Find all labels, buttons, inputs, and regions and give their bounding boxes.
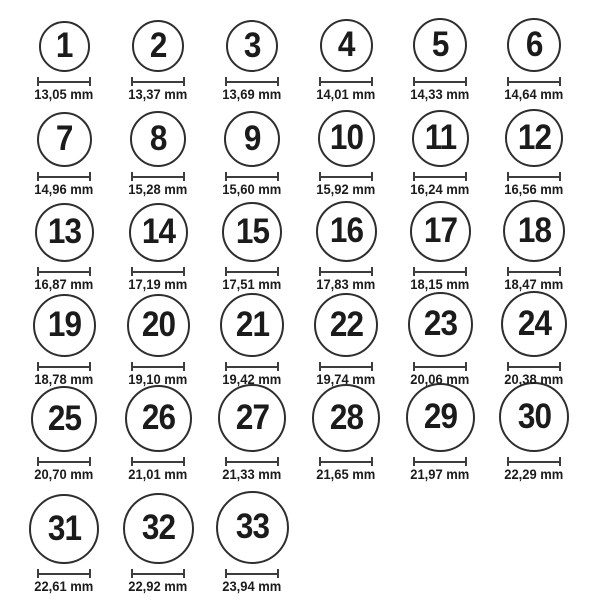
diameter-label: 20,06 mm <box>410 372 470 387</box>
ring-size-number: 19 <box>47 305 81 344</box>
dimension-tick-right-icon <box>371 77 373 86</box>
diameter-label: 18,15 mm <box>410 277 470 292</box>
diameter-label: 19,74 mm <box>316 372 376 387</box>
diameter-dimension-line <box>225 77 279 86</box>
ring-size-cell <box>393 388 487 483</box>
ring-size-number: 1 <box>55 26 73 65</box>
ring-circle <box>220 293 284 357</box>
diameter-dimension-line <box>413 457 467 466</box>
diameter-label: 21,97 mm <box>410 467 470 482</box>
ring-circle <box>35 203 94 262</box>
dimension-tick-right-icon <box>559 77 561 86</box>
ring-size-cell <box>393 103 487 198</box>
diameter-label: 13,69 mm <box>222 87 282 102</box>
ring-size-number: 17 <box>423 211 457 250</box>
dimension-tick-right-icon <box>89 77 91 86</box>
ring-size-number: 23 <box>423 304 457 343</box>
ring-circle <box>216 491 289 564</box>
diameter-label: 19,10 mm <box>128 372 188 387</box>
ring-size-number: 22 <box>329 304 363 344</box>
dimension-tick-right-icon <box>89 569 91 578</box>
ring-size-cell <box>393 8 487 103</box>
ring-size-cell <box>205 293 299 388</box>
ring-size-number: 14 <box>141 212 175 251</box>
dimension-tick-right-icon <box>89 362 91 371</box>
dimension-bar <box>37 461 91 463</box>
ring-size-cell <box>205 388 299 483</box>
dimension-bar <box>507 271 561 273</box>
diameter-dimension-line <box>413 172 467 181</box>
ring-circle <box>226 20 278 72</box>
ring-size-number: 29 <box>423 397 457 436</box>
diameter-dimension-line <box>37 77 91 86</box>
dimension-bar <box>37 573 91 575</box>
chart-row <box>17 483 600 595</box>
diameter-label: 17,19 mm <box>128 277 188 292</box>
dimension-tick-right-icon <box>277 267 279 276</box>
dimension-bar <box>413 366 467 368</box>
diameter-label: 14,33 mm <box>410 87 470 102</box>
diameter-label: 23,94 mm <box>222 579 282 594</box>
dimension-bar <box>131 461 185 463</box>
ring-circle <box>316 201 377 262</box>
ring-circle <box>505 109 563 167</box>
ring-size-number: 26 <box>141 398 175 437</box>
dimension-tick-right-icon <box>277 457 279 466</box>
ring-size-number: 2 <box>149 25 167 65</box>
dimension-tick-right-icon <box>277 77 279 86</box>
ring-size-cell <box>111 483 205 595</box>
dimension-bar <box>507 81 561 83</box>
diameter-dimension-line <box>131 457 185 466</box>
ring-circle <box>406 383 475 452</box>
ring-circle <box>412 110 469 167</box>
dimension-tick-right-icon <box>465 172 467 181</box>
ring-size-cell <box>17 483 111 595</box>
ring-circle <box>507 18 561 72</box>
diameter-dimension-line <box>225 569 279 578</box>
diameter-dimension-line <box>319 362 373 371</box>
dimension-bar <box>37 81 91 83</box>
diameter-label: 21,01 mm <box>128 467 188 482</box>
dimension-tick-right-icon <box>371 267 373 276</box>
dimension-bar <box>225 461 279 463</box>
ring-size-cell <box>487 103 581 198</box>
ring-size-cell <box>299 103 393 198</box>
dimension-tick-right-icon <box>183 267 185 276</box>
diameter-label: 14,96 mm <box>34 182 94 197</box>
diameter-dimension-line <box>507 267 561 276</box>
ring-size-number: 18 <box>517 210 551 250</box>
dimension-tick-right-icon <box>89 457 91 466</box>
ring-circle <box>222 202 282 262</box>
ring-size-cell <box>17 198 111 293</box>
ring-size-number: 27 <box>235 397 269 437</box>
diameter-label: 21,33 mm <box>222 467 282 482</box>
ring-size-cell <box>487 198 581 293</box>
ring-size-cell <box>487 293 581 388</box>
ring-circle <box>318 110 375 167</box>
ring-circle <box>408 292 473 357</box>
diameter-dimension-line <box>37 457 91 466</box>
ring-size-number: 28 <box>329 397 363 437</box>
ring-size-cell <box>17 293 111 388</box>
diameter-label: 22,29 mm <box>504 467 564 482</box>
diameter-dimension-line <box>507 457 561 466</box>
dimension-tick-right-icon <box>183 172 185 181</box>
diameter-dimension-line <box>131 362 185 371</box>
diameter-label: 14,64 mm <box>504 87 564 102</box>
ring-size-cell <box>111 103 205 198</box>
ring-circle <box>410 201 471 262</box>
diameter-dimension-line <box>319 172 373 181</box>
diameter-label: 14,01 mm <box>316 87 376 102</box>
diameter-dimension-line <box>225 267 279 276</box>
ring-circle <box>125 385 192 452</box>
ring-size-number: 11 <box>424 118 456 157</box>
ring-size-cell <box>393 198 487 293</box>
ring-size-number: 5 <box>431 24 449 64</box>
dimension-bar <box>225 271 279 273</box>
ring-size-number: 7 <box>55 119 73 158</box>
ring-size-cell <box>111 293 205 388</box>
ring-size-cell <box>17 388 111 483</box>
ring-circle <box>123 493 194 564</box>
diameter-dimension-line <box>37 172 91 181</box>
ring-circle <box>129 203 188 262</box>
ring-size-number: 4 <box>337 25 355 64</box>
diameter-label: 20,38 mm <box>504 372 564 387</box>
ring-size-number: 6 <box>525 24 543 64</box>
diameter-dimension-line <box>225 362 279 371</box>
ring-circle <box>314 293 378 357</box>
diameter-dimension-line <box>507 172 561 181</box>
diameter-label: 22,92 mm <box>128 579 188 594</box>
dimension-tick-right-icon <box>183 457 185 466</box>
ring-circle <box>39 21 90 72</box>
ring-size-cell <box>299 198 393 293</box>
ring-size-number: 33 <box>235 507 269 546</box>
ring-size-cell <box>205 483 299 595</box>
diameter-dimension-line <box>37 267 91 276</box>
dimension-tick-right-icon <box>371 362 373 371</box>
diameter-dimension-line <box>131 172 185 181</box>
dimension-bar <box>225 176 279 178</box>
dimension-tick-right-icon <box>183 569 185 578</box>
dimension-bar <box>413 81 467 83</box>
dimension-tick-right-icon <box>89 172 91 181</box>
dimension-tick-right-icon <box>183 77 185 86</box>
ring-size-cell <box>111 8 205 103</box>
chart-row <box>17 293 600 388</box>
ring-size-number: 25 <box>47 398 81 438</box>
ring-size-cell <box>205 8 299 103</box>
ring-size-number: 15 <box>235 211 269 251</box>
dimension-tick-right-icon <box>465 457 467 466</box>
dimension-bar <box>131 81 185 83</box>
diameter-label: 16,24 mm <box>410 182 470 197</box>
dimension-bar <box>225 81 279 83</box>
dimension-tick-right-icon <box>465 77 467 86</box>
diameter-dimension-line <box>413 267 467 276</box>
ring-size-cell <box>111 388 205 483</box>
diameter-label: 15,60 mm <box>222 182 282 197</box>
dimension-tick-right-icon <box>465 362 467 371</box>
dimension-tick-right-icon <box>559 267 561 276</box>
dimension-bar <box>413 461 467 463</box>
dimension-bar <box>37 176 91 178</box>
diameter-dimension-line <box>37 569 91 578</box>
ring-circle <box>33 294 96 357</box>
chart-row <box>17 198 600 293</box>
dimension-tick-right-icon <box>277 569 279 578</box>
ring-size-number: 9 <box>243 118 261 158</box>
diameter-dimension-line <box>37 362 91 371</box>
diameter-dimension-line <box>131 267 185 276</box>
ring-size-number: 31 <box>47 508 81 548</box>
ring-size-number: 13 <box>47 212 81 251</box>
diameter-label: 20,70 mm <box>34 467 94 482</box>
ring-size-cell <box>111 198 205 293</box>
diameter-label: 17,83 mm <box>316 277 376 292</box>
ring-circle <box>130 111 186 167</box>
dimension-tick-right-icon <box>559 362 561 371</box>
ring-circle <box>501 291 567 357</box>
ring-size-number: 12 <box>517 117 551 157</box>
diameter-label: 13,05 mm <box>34 87 94 102</box>
ring-size-number: 10 <box>329 118 363 157</box>
ring-size-number: 21 <box>235 304 269 344</box>
chart-row <box>17 103 600 198</box>
dimension-tick-right-icon <box>371 457 373 466</box>
ring-size-cell <box>205 198 299 293</box>
dimension-bar <box>319 271 373 273</box>
dimension-bar <box>225 366 279 368</box>
ring-size-cell <box>17 8 111 103</box>
diameter-label: 18,78 mm <box>34 372 94 387</box>
diameter-dimension-line <box>131 77 185 86</box>
ring-circle <box>503 200 565 262</box>
ring-circle <box>312 384 380 452</box>
ring-size-cell <box>299 8 393 103</box>
ring-size-number: 8 <box>149 118 167 158</box>
dimension-bar <box>413 176 467 178</box>
ring-circle <box>127 294 190 357</box>
dimension-bar <box>131 573 185 575</box>
chart-row <box>17 388 600 483</box>
diameter-dimension-line <box>319 457 373 466</box>
ring-size-cell <box>205 103 299 198</box>
ring-circle <box>218 384 286 452</box>
dimension-bar <box>319 176 373 178</box>
dimension-bar <box>507 176 561 178</box>
dimension-bar <box>225 573 279 575</box>
dimension-bar <box>507 461 561 463</box>
ring-circle <box>224 111 280 167</box>
ring-circle <box>413 18 467 72</box>
diameter-label: 16,87 mm <box>34 277 94 292</box>
ring-circle <box>31 386 97 452</box>
diameter-label: 21,65 mm <box>316 467 376 482</box>
ring-size-cell <box>393 293 487 388</box>
dimension-bar <box>131 176 185 178</box>
ring-circle <box>320 19 373 72</box>
ring-size-cell <box>299 388 393 483</box>
dimension-bar <box>319 461 373 463</box>
diameter-dimension-line <box>413 77 467 86</box>
ring-circle <box>37 112 92 167</box>
ring-size-number: 24 <box>517 303 551 343</box>
chart-row <box>17 8 600 103</box>
diameter-dimension-line <box>507 77 561 86</box>
ring-size-number: 30 <box>517 396 551 436</box>
ring-size-cell <box>299 293 393 388</box>
diameter-label: 17,51 mm <box>222 277 282 292</box>
dimension-bar <box>131 366 185 368</box>
dimension-tick-right-icon <box>277 362 279 371</box>
dimension-tick-right-icon <box>559 457 561 466</box>
diameter-dimension-line <box>319 77 373 86</box>
dimension-tick-right-icon <box>371 172 373 181</box>
dimension-bar <box>37 271 91 273</box>
dimension-tick-right-icon <box>89 267 91 276</box>
dimension-bar <box>413 271 467 273</box>
diameter-label: 22,61 mm <box>34 579 94 594</box>
dimension-bar <box>131 271 185 273</box>
dimension-tick-right-icon <box>559 172 561 181</box>
ring-size-cell <box>487 388 581 483</box>
diameter-label: 13,37 mm <box>128 87 188 102</box>
diameter-label: 15,92 mm <box>316 182 376 197</box>
dimension-tick-right-icon <box>277 172 279 181</box>
ring-size-number: 20 <box>141 305 175 344</box>
ring-size-number: 16 <box>329 211 363 250</box>
diameter-dimension-line <box>225 172 279 181</box>
ring-size-cell <box>17 103 111 198</box>
dimension-tick-right-icon <box>465 267 467 276</box>
ring-size-number: 3 <box>243 25 261 65</box>
dimension-bar <box>507 366 561 368</box>
ring-circle <box>29 494 99 564</box>
diameter-label: 18,47 mm <box>504 277 564 292</box>
ring-size-number: 32 <box>141 508 175 547</box>
diameter-label: 15,28 mm <box>128 182 188 197</box>
diameter-dimension-line <box>319 267 373 276</box>
diameter-dimension-line <box>507 362 561 371</box>
diameter-dimension-line <box>225 457 279 466</box>
ring-size-cell <box>487 8 581 103</box>
dimension-tick-right-icon <box>183 362 185 371</box>
dimension-bar <box>319 366 373 368</box>
dimension-bar <box>37 366 91 368</box>
diameter-dimension-line <box>131 569 185 578</box>
diameter-label: 19,42 mm <box>222 372 282 387</box>
diameter-label: 16,56 mm <box>504 182 564 197</box>
ring-circle <box>132 20 184 72</box>
dimension-bar <box>319 81 373 83</box>
diameter-dimension-line <box>413 362 467 371</box>
ring-circle <box>499 382 569 452</box>
